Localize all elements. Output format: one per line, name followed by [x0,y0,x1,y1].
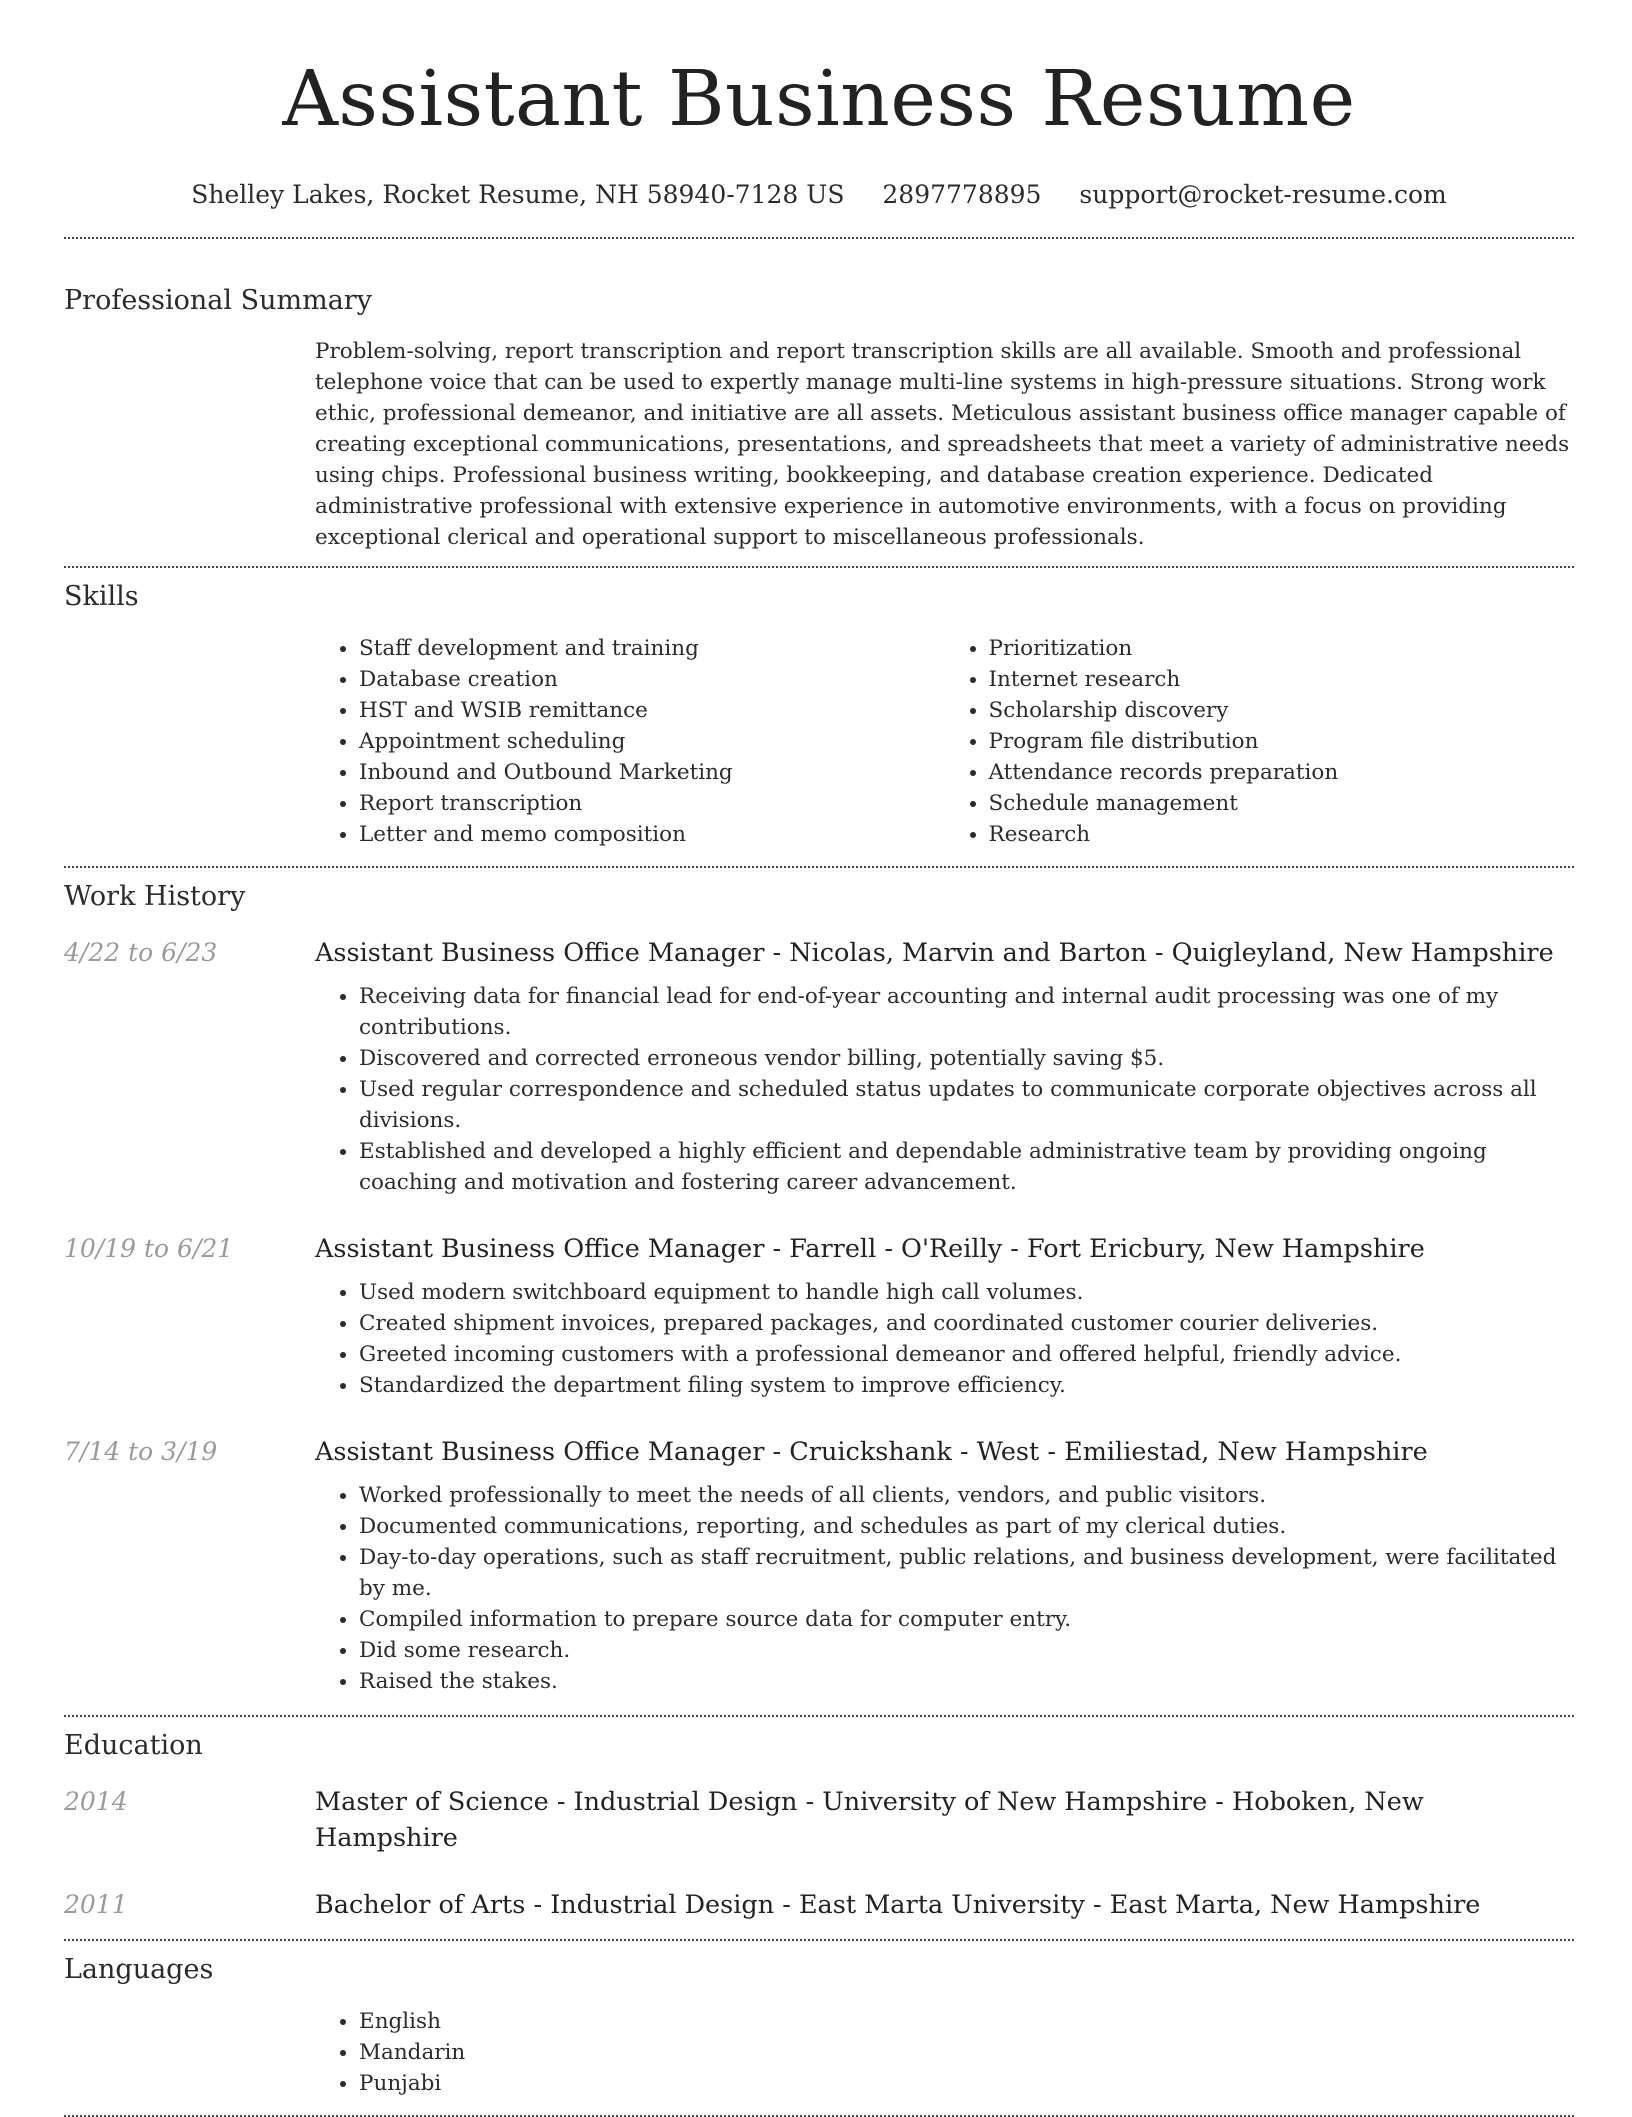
job-bullet: • Established and developed a highly efficient and dependable administrative team by providing ongoing coaching and motivation and fostering career advancement. [359,1136,1574,1198]
section-title-skills: Skills [64,581,139,612]
skills-list [315,633,1574,850]
skill-item: • Staff development and training [359,633,945,664]
education-year: 2011 [64,1890,128,1919]
contact-phone: 2897778895 [882,180,1042,209]
divider [64,566,1574,568]
skill-item: • Research [989,819,1575,850]
skill-item: • Schedule management [989,788,1575,819]
languages-list [315,2006,1574,2099]
education-entry [64,1887,1574,1923]
section-title-languages: Languages [64,1954,214,1985]
resume-page [64,0,1574,2117]
job-bullets [315,981,1574,1198]
divider [64,866,1574,868]
skill-item: • Report transcription [359,788,945,819]
education-entry [64,1784,1574,1856]
job-bullet: • Raised the stakes. [359,1666,1574,1697]
job-bullets [315,1277,1574,1401]
job-bullet: • Used modern switchboard equipment to handle high call volumes. [359,1277,1574,1308]
job-bullet: • Discovered and corrected erroneous vendor billing, potentially saving $5. [359,1043,1574,1074]
language-item: • Mandarin [359,2037,1574,2068]
skill-item: • Letter and memo composition [359,819,945,850]
section-title-education: Education [64,1730,203,1761]
divider [64,237,1574,239]
skills-column-left [315,633,945,850]
education-year: 2014 [64,1787,128,1816]
section-title-summary: Professional Summary [64,285,372,316]
contact-address: Shelley Lakes, Rocket Resume, NH 58940-7128 US [191,180,845,209]
job-bullet: • Standardized the department filing system to improve efficiency. [359,1370,1574,1401]
job-header [64,935,1574,971]
skill-item: • Database creation [359,664,945,695]
job-bullets [315,1480,1574,1697]
job-dates: 7/14 to 3/19 [64,1437,218,1466]
job-bullet: • Created shipment invoices, prepared packages, and coordinated customer courier deliveries. [359,1308,1574,1339]
resume-title: Assistant Business Resume [282,55,1356,144]
job-bullet: • Did some research. [359,1635,1574,1666]
skill-item: • Program file distribution [989,726,1575,757]
education-degree: Bachelor of Arts - Industrial Design - East Marta University - East Marta, New Hampshire [315,1890,1481,1920]
section-title-work: Work History [64,881,246,912]
job-dates: 4/22 to 6/23 [64,938,218,967]
contact-email: support@rocket-resume.com [1079,180,1447,209]
job-bullet: • Receiving data for financial lead for end-of-year accounting and internal audit processing was one of my contributions. [359,981,1574,1043]
skill-item: • Attendance records preparation [989,757,1575,788]
skill-item: • Scholarship discovery [989,695,1575,726]
job-bullet: • Greeted incoming customers with a professional demeanor and offered helpful, friendly advice. [359,1339,1574,1370]
job-bullet: • Documented communications, reporting, and schedules as part of my clerical duties. [359,1511,1574,1542]
job-header [64,1434,1574,1470]
language-item: • Punjabi [359,2068,1574,2099]
job-bullet: • Day-to-day operations, such as staff recruitment, public relations, and business development, were facilitated by me. [359,1542,1574,1604]
job-entry [64,935,1574,1198]
job-dates: 10/19 to 6/21 [64,1234,234,1263]
skill-item: • Prioritization [989,633,1575,664]
job-title: Assistant Business Office Manager - Farrell - O'Reilly - Fort Ericbury, New Hampshire [315,1234,1425,1264]
skills-column-right [945,633,1575,850]
skill-item: • Internet research [989,664,1575,695]
contact-line [64,178,1574,212]
skill-item: • Appointment scheduling [359,726,945,757]
divider [64,1715,1574,1717]
job-entry [64,1434,1574,1697]
job-entry [64,1231,1574,1401]
job-header [64,1231,1574,1267]
job-bullet: • Worked professionally to meet the needs of all clients, vendors, and public visitors. [359,1480,1574,1511]
skill-item: • HST and WSIB remittance [359,695,945,726]
education-degree: Master of Science - Industrial Design - University of New Hampshire - Hoboken, New Hampshire [315,1787,1424,1853]
job-bullet: • Used regular correspondence and scheduled status updates to communicate corporate objectives across all divisions. [359,1074,1574,1136]
job-title: Assistant Business Office Manager - Nicolas, Marvin and Barton - Quigleyland, New Hampshire [315,938,1554,968]
language-item: • English [359,2006,1574,2037]
job-title: Assistant Business Office Manager - Cruickshank - West - Emiliestad, New Hampshire [315,1437,1428,1467]
job-bullet: • Compiled information to prepare source data for computer entry. [359,1604,1574,1635]
skill-item: • Inbound and Outbound Marketing [359,757,945,788]
divider [64,1939,1574,1941]
summary-text: Problem-solving, report transcription and report transcription skills are all available. Smooth and professional telephone voice that can be used to expertly manage multi-line systems in high-pressure situations. Strong work ethic, professional demeanor, and initiative are all assets. Meticulous assistant business office manager capable of creating exceptional communications, presentations, and spreadsheets that meet a variety of administrative needs using chips. Professional business writing, bookkeeping, and database creation experience. Dedicated administrative professional with extensive experience in automotive environments, with a focus on providing exceptional clerical and operational support to miscellaneous professionals. [315,339,1570,550]
